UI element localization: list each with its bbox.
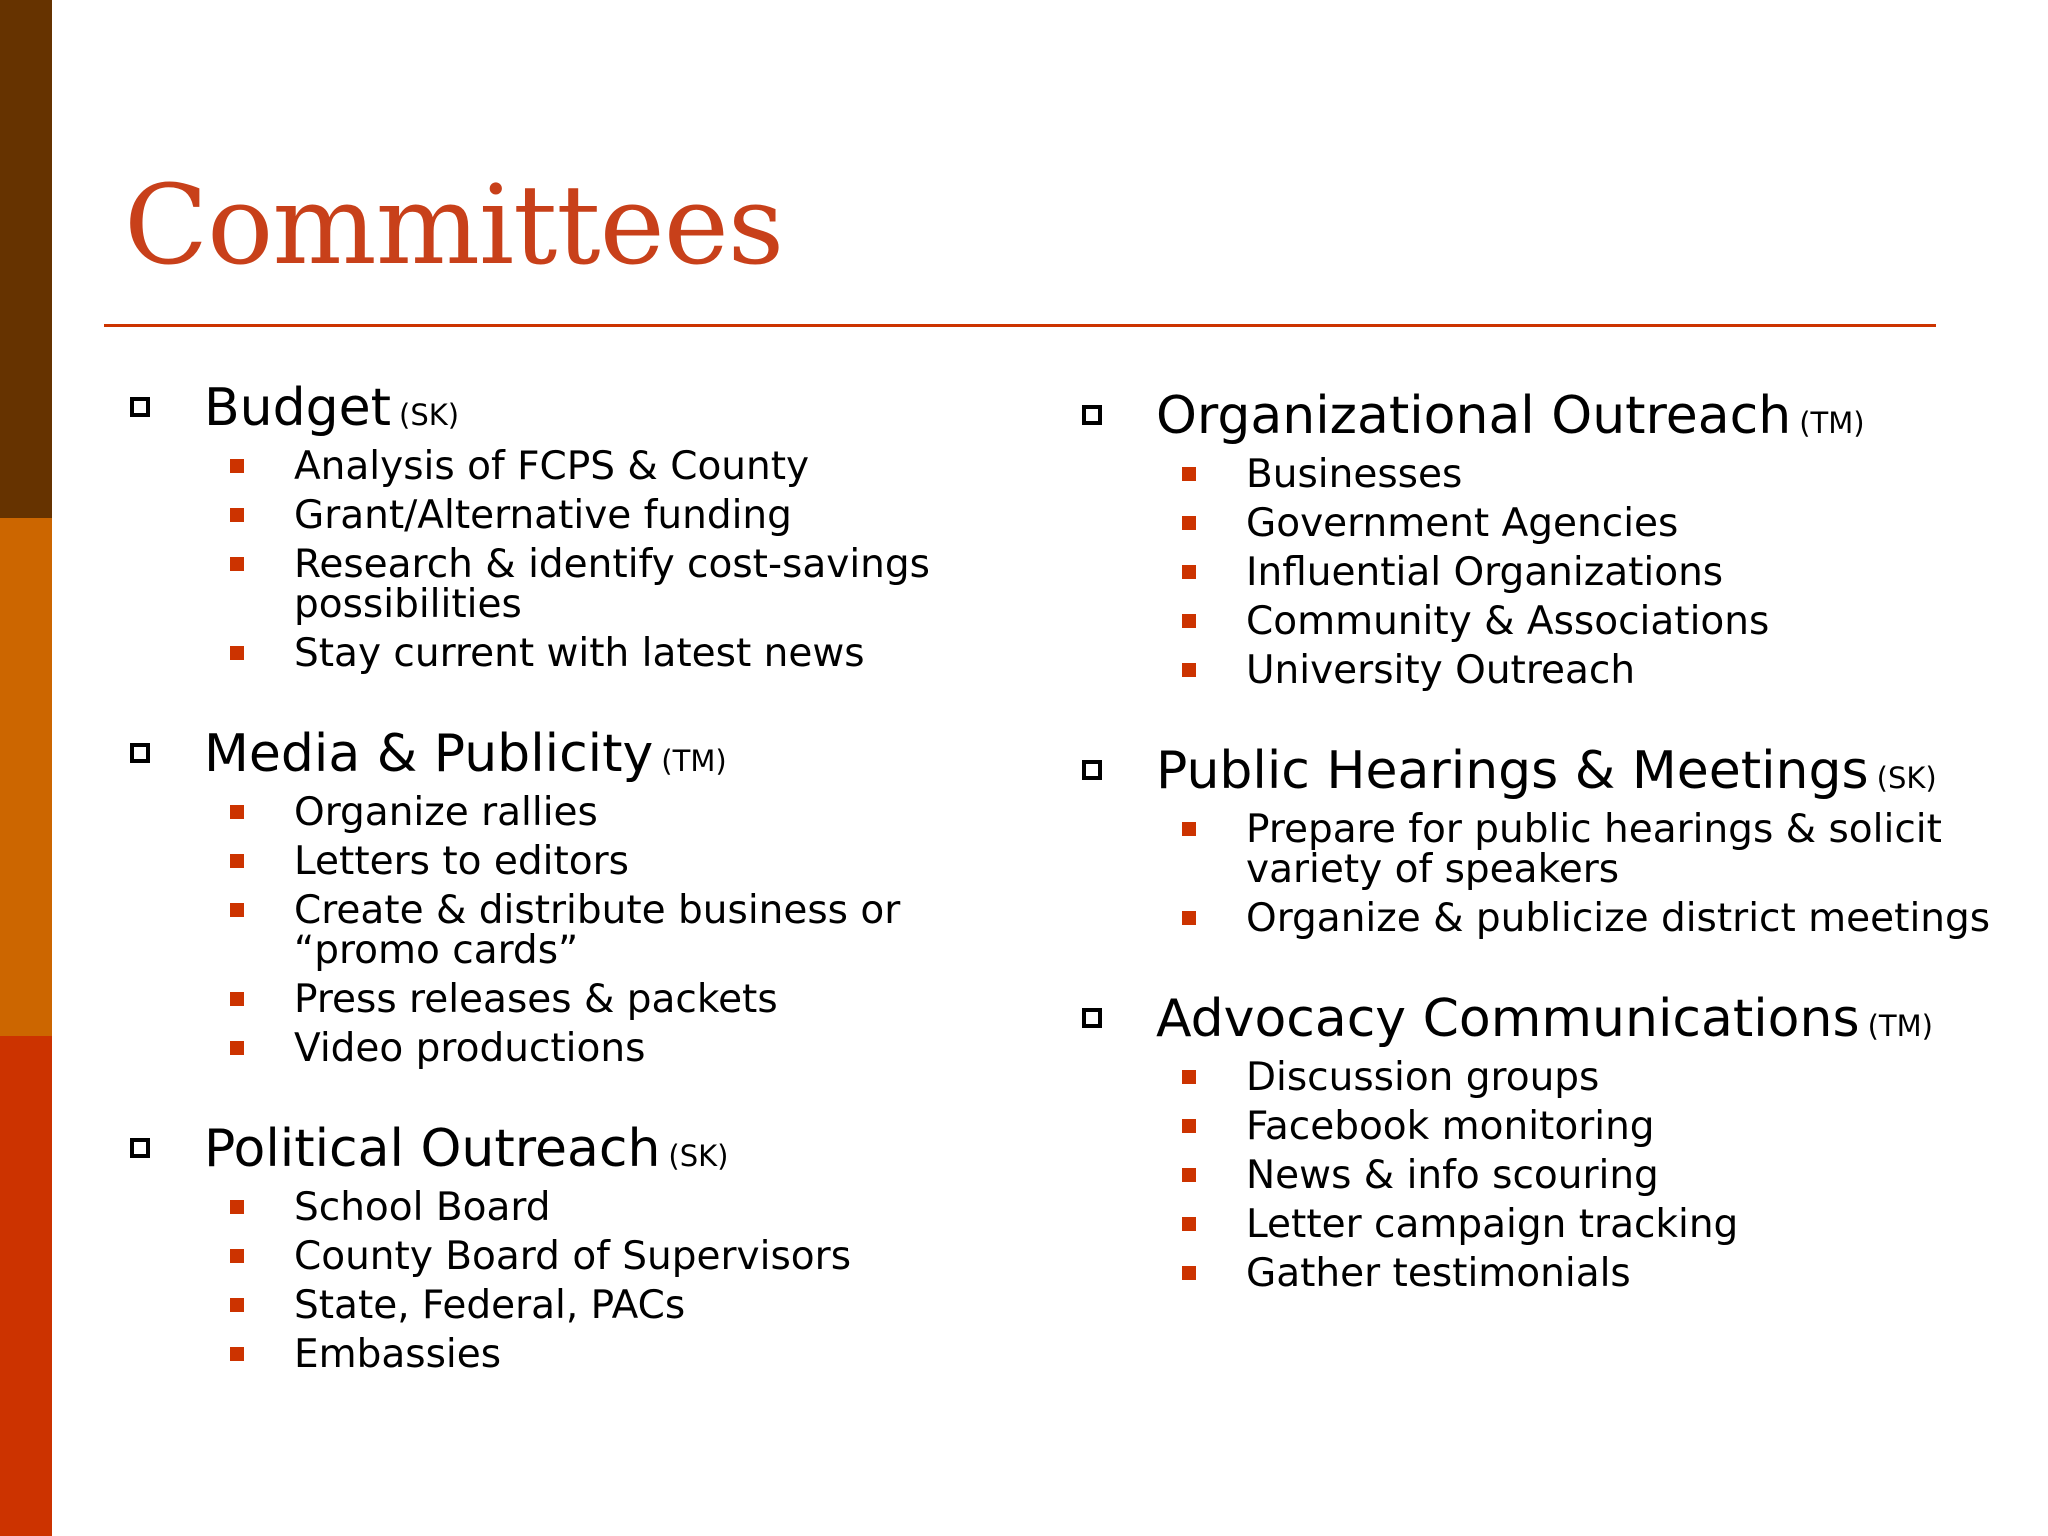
list-item-text: Community & Associations (1246, 599, 1770, 644)
square-bullet-icon (230, 646, 244, 660)
square-bullet-icon (1182, 1119, 1196, 1133)
side-bar-top (0, 0, 52, 518)
hollow-square-bullet-icon (1082, 405, 1102, 425)
hollow-square-bullet-icon (1082, 1008, 1102, 1028)
list-item-text: Embassies (294, 1332, 502, 1377)
list-item (124, 1332, 1044, 1377)
committee-political-outreach (124, 1117, 1044, 1375)
square-bullet-icon (230, 1041, 244, 1055)
committee-name: Public Hearings & Meetings (1156, 741, 1869, 801)
list-item-text: State, Federal, PACs (294, 1283, 686, 1328)
list-item (124, 1283, 1044, 1328)
committee-task-list (124, 444, 1044, 676)
list-item-text: Organize & publicize district meetings (1246, 896, 1991, 941)
committee-lead-tag: (TM) (661, 744, 727, 778)
list-item (124, 631, 1044, 676)
list-item-text: Government Agencies (1246, 501, 1679, 546)
square-bullet-icon (230, 992, 244, 1006)
list-item-text: Video productions (294, 1026, 646, 1071)
list-item-text: County Board of Supervisors (294, 1234, 852, 1279)
list-item-text: School Board (294, 1185, 551, 1230)
list-item (1076, 1251, 2036, 1296)
list-item-text: News & info scouring (1246, 1153, 1659, 1198)
committee-organizational-outreach (1076, 384, 2036, 691)
square-bullet-icon (1182, 663, 1196, 677)
list-item (1076, 1202, 2036, 1247)
committee-name: Media & Publicity (204, 724, 654, 784)
committee-task-list (124, 790, 1044, 1071)
list-item (124, 1234, 1044, 1279)
hollow-square-bullet-icon (1082, 760, 1102, 780)
committee-name: Advocacy Communications (1156, 989, 1860, 1049)
left-column (124, 376, 1044, 1384)
slide-title: Committees (124, 161, 784, 289)
list-item (124, 888, 1044, 973)
committee-lead-tag: (SK) (668, 1139, 729, 1173)
list-item (1076, 452, 2036, 497)
committee-media-and-publicity (124, 722, 1044, 1069)
square-bullet-icon (1182, 614, 1196, 628)
committee-name: Budget (204, 378, 392, 438)
list-item-text: Press releases & packets (294, 977, 778, 1022)
list-item (1076, 501, 2036, 546)
committee-task-list (124, 1185, 1044, 1377)
committee-heading (124, 722, 1044, 793)
list-item (1076, 1104, 2036, 1149)
square-bullet-icon (230, 1347, 244, 1361)
square-bullet-icon (1182, 1168, 1196, 1182)
list-item-text: Analysis of FCPS & County (294, 444, 810, 489)
square-bullet-icon (230, 903, 244, 917)
list-item-text: Discussion groups (1246, 1055, 1600, 1100)
square-bullet-icon (1182, 1217, 1196, 1231)
list-item-text: Prepare for public hearings & solicit variety of speakers (1246, 807, 1942, 892)
side-bar-middle (0, 518, 52, 1036)
square-bullet-icon (1182, 467, 1196, 481)
square-bullet-icon (1182, 911, 1196, 925)
committee-name: Organizational Outreach (1156, 386, 1792, 446)
list-item-text: Businesses (1246, 452, 1463, 497)
square-bullet-icon (1182, 1266, 1196, 1280)
list-item (1076, 1055, 2036, 1100)
title-divider (104, 324, 1936, 327)
committee-heading (124, 376, 1044, 447)
list-item-text: Stay current with latest news (294, 631, 865, 676)
hollow-square-bullet-icon (130, 397, 150, 417)
committee-heading (1076, 739, 2036, 810)
square-bullet-icon (1182, 516, 1196, 530)
list-item-text: Letters to editors (294, 839, 630, 884)
list-item-text: Create & distribute business or “promo cards” (294, 888, 901, 973)
list-item (124, 542, 1044, 627)
square-bullet-icon (230, 1200, 244, 1214)
committee-task-list (1076, 1055, 2036, 1296)
list-item-text: University Outreach (1246, 648, 1636, 693)
committee-lead-tag: (TM) (1867, 1009, 1933, 1043)
list-item (124, 1185, 1044, 1230)
committee-heading (1076, 384, 2036, 455)
committee-lead-tag: (SK) (1876, 761, 1937, 795)
list-item-text: Facebook monitoring (1246, 1104, 1655, 1149)
side-bar-bottom (0, 1036, 52, 1536)
committee-public-hearings-and-meetings (1076, 739, 2036, 939)
list-item (124, 790, 1044, 835)
square-bullet-icon (230, 459, 244, 473)
list-item (1076, 550, 2036, 595)
list-item-text: Letter campaign tracking (1246, 1202, 1739, 1247)
list-item (124, 839, 1044, 884)
square-bullet-icon (1182, 565, 1196, 579)
square-bullet-icon (230, 805, 244, 819)
right-column (1076, 384, 2036, 1303)
list-item (1076, 648, 2036, 693)
hollow-square-bullet-icon (130, 743, 150, 763)
list-item (1076, 896, 2036, 941)
square-bullet-icon (230, 854, 244, 868)
committee-lead-tag: (TM) (1799, 406, 1865, 440)
committee-advocacy-communications (1076, 987, 2036, 1294)
list-item (1076, 599, 2036, 644)
square-bullet-icon (1182, 822, 1196, 836)
list-item (124, 493, 1044, 538)
square-bullet-icon (230, 1249, 244, 1263)
committee-heading (1076, 987, 2036, 1058)
hollow-square-bullet-icon (130, 1138, 150, 1158)
committee-task-list (1076, 807, 2036, 941)
list-item (124, 444, 1044, 489)
list-item-text: Gather testimonials (1246, 1251, 1631, 1296)
committee-heading (124, 1117, 1044, 1188)
square-bullet-icon (1182, 1070, 1196, 1084)
committee-name: Political Outreach (204, 1119, 661, 1179)
square-bullet-icon (230, 557, 244, 571)
list-item (1076, 1153, 2036, 1198)
list-item-text: Research & identify cost-savings possibilities (294, 542, 930, 627)
square-bullet-icon (230, 508, 244, 522)
committee-budget (124, 376, 1044, 674)
square-bullet-icon (230, 1298, 244, 1312)
committee-task-list (1076, 452, 2036, 693)
list-item-text: Influential Organizations (1246, 550, 1724, 595)
list-item-text: Organize rallies (294, 790, 598, 835)
list-item (124, 1026, 1044, 1071)
list-item (1076, 807, 2036, 892)
list-item (124, 977, 1044, 1022)
committee-lead-tag: (SK) (399, 398, 460, 432)
list-item-text: Grant/Alternative funding (294, 493, 792, 538)
